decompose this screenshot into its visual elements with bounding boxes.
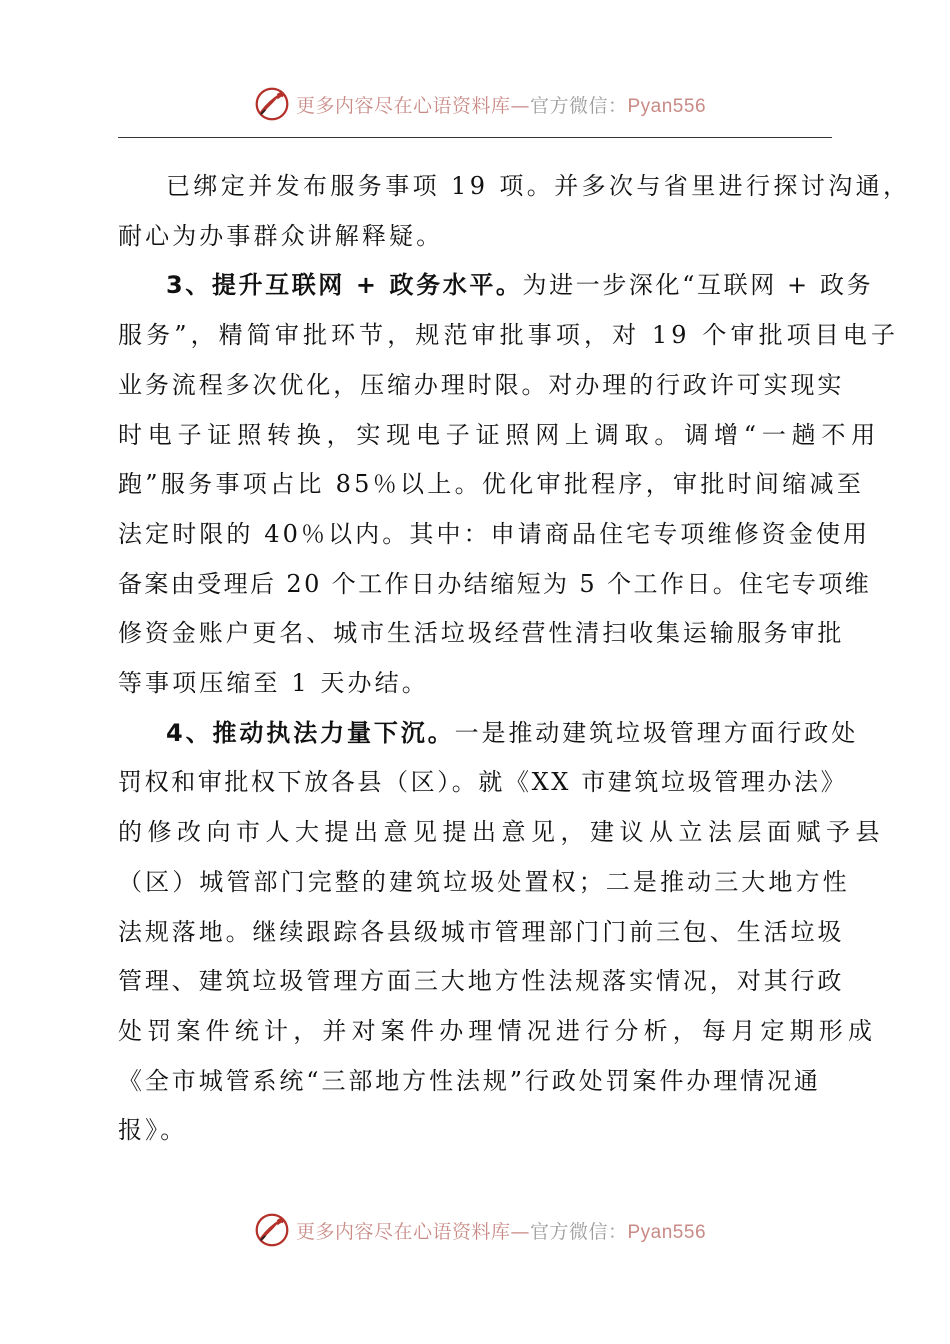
- header-banner: [0, 82, 950, 126]
- footer-text: [296, 1217, 706, 1244]
- paragraph-line: 的修改向市人大提出意见提出意见，建议从立法层面赋予县: [118, 818, 885, 847]
- header-dash: —: [510, 94, 530, 117]
- paragraph-2: [118, 261, 874, 311]
- paragraph-line: 法规落地。继续跟踪各县级城市管理部门门前三包、生活垃圾: [118, 917, 845, 946]
- header-brand: 更多内容尽在心语资料库: [295, 94, 511, 117]
- paragraph-line: 等事项压缩至 1 天办结。: [118, 669, 429, 698]
- paragraph-line: 法定时限的 40％以内。其中：申请商品住宅专项维修资金使用: [118, 519, 871, 548]
- header-wechat-label: 官方微信：: [529, 94, 628, 117]
- paragraph-line: 已绑定并发布服务事项 19 项。并多次与省里进行探讨沟通，: [166, 172, 911, 200]
- paragraph-3-text: 一是推动建筑垃圾管理方面行政处: [454, 718, 859, 747]
- paragraph-line: 处罚案件统计，并对案件办理情况进行分析，每月定期形成: [118, 1016, 878, 1045]
- paragraph-line: 罚权和审批权下放各县（区）。就《XX 市建筑垃圾管理办法》: [118, 768, 848, 797]
- paragraph-3: [118, 709, 859, 759]
- footer-banner: [0, 1208, 950, 1252]
- paragraph-2-cont: [118, 311, 900, 709]
- document-body: [118, 162, 911, 1156]
- paragraph-line: 《全市城管系统“三部地方性法规”行政处罚案件办理情况通: [118, 1066, 821, 1095]
- paragraph-line: 时电子证照转换，实现电子证照网上调取。调增“一趟不用: [118, 420, 882, 449]
- paragraph-line: 管理、建筑垃圾管理方面三大地方性法规落实情况，对其行政: [118, 967, 845, 996]
- footer-wechat-id: Pyan556: [627, 1221, 707, 1243]
- paragraph-line: 业务流程多次优化，压缩办理时限。对办理的行政许可实现实: [118, 370, 845, 399]
- paragraph-line: （区）城管部门完整的建筑垃圾处置权；二是推动三大地方性: [118, 867, 850, 896]
- paragraph-line: 耐心为办事群众讲解释疑。: [118, 221, 444, 250]
- paragraph-line: 修资金账户更名、城市生活垃圾经营性清扫收集运输服务审批: [118, 619, 845, 648]
- paragraph-2-heading: 3、提升互联网 + 政务水平。: [166, 271, 523, 300]
- paragraph-3-cont: [118, 758, 885, 1156]
- pen-logo-icon: [254, 1212, 290, 1248]
- paragraph-line: [118, 709, 859, 759]
- paragraph-2-text: 为进一步深化“互联网 + 政务: [522, 271, 874, 300]
- header-divider: [118, 137, 832, 138]
- footer-dash: —: [510, 1220, 530, 1243]
- paragraph-line: 报》。: [118, 1116, 188, 1145]
- footer-wechat-label: 官方微信：: [529, 1220, 628, 1243]
- footer-brand: 更多内容尽在心语资料库: [295, 1220, 511, 1243]
- paragraph-line: 服务”，精简审批环节，规范审批事项，对 19 个审批项目电子: [118, 321, 900, 350]
- paragraph-1: [118, 162, 911, 212]
- paragraph-1-cont: [118, 212, 832, 262]
- paragraph-3-heading: 4、推动执法力量下沉。: [166, 718, 455, 747]
- paragraph-line: 备案由受理后 20 个工作日办结缩短为 5 个工作日。住宅专项维: [118, 569, 872, 598]
- header-text: [296, 91, 706, 118]
- paragraph-line: 跑”服务事项占比 85％以上。优化审批程序，审批时间缩减至: [118, 470, 865, 499]
- header-wechat-id: Pyan556: [627, 95, 707, 117]
- paragraph-line: [118, 261, 874, 311]
- pen-logo-icon: [254, 86, 290, 122]
